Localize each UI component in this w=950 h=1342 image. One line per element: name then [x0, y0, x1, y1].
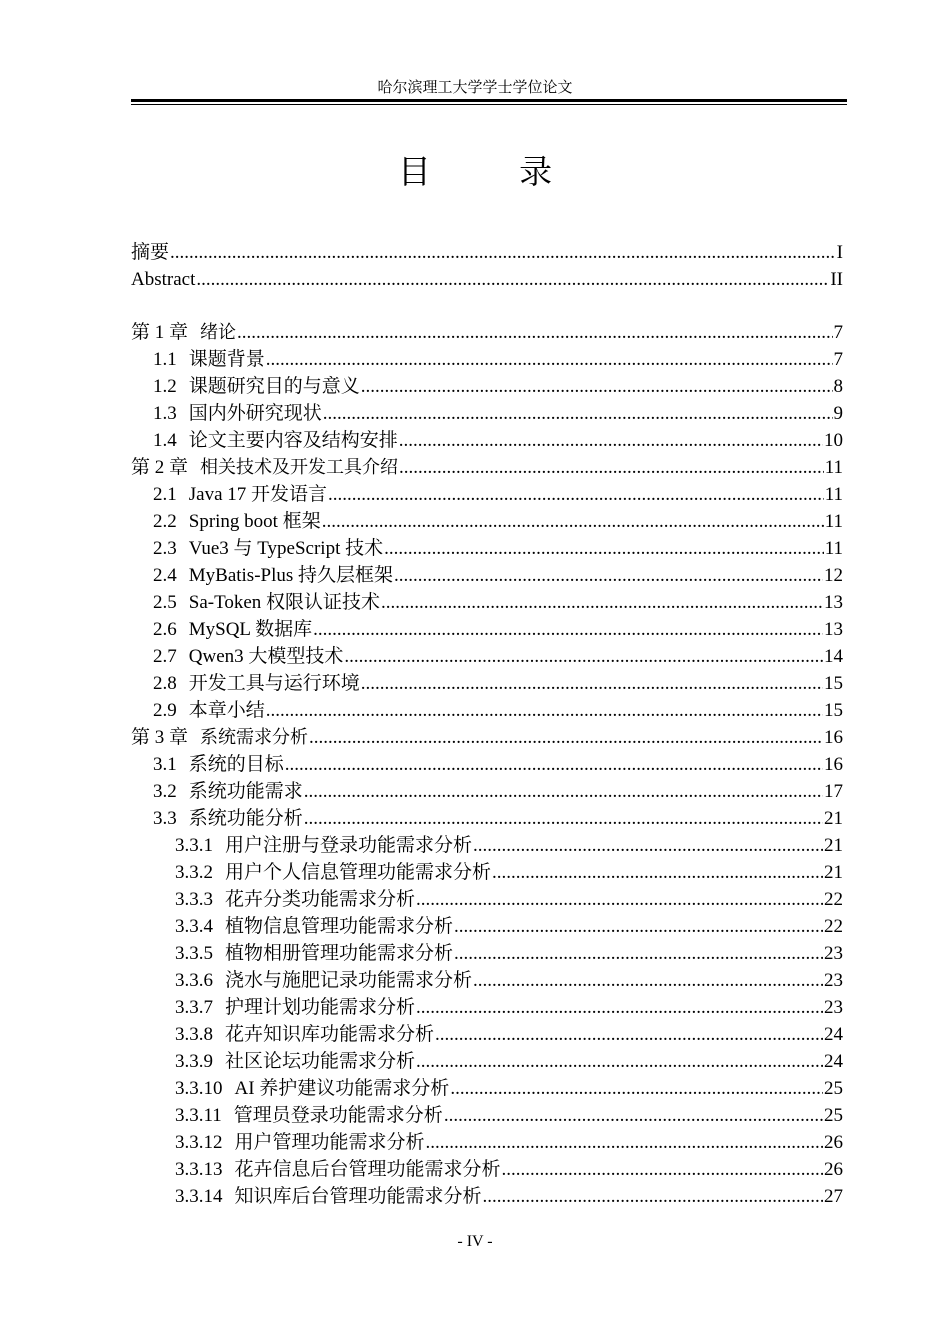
toc-entry-label: 相关技术及开发工具介绍: [200, 457, 399, 478]
toc-entry-label: Sa-Token 权限认证技术: [188, 592, 381, 613]
toc-entry-page: 7: [833, 322, 843, 343]
toc-leader-dots: [399, 427, 823, 454]
toc-entry-abstract-en[interactable]: [131, 266, 843, 293]
toc-entry-page: 23: [824, 943, 843, 964]
toc-section-entry[interactable]: [131, 643, 843, 670]
toc-entry-abstract-cn[interactable]: [131, 239, 843, 266]
toc-entry-number: 第 1 章: [131, 322, 189, 343]
toc-entry-number: 第 2 章: [131, 457, 189, 478]
toc-entry-page: 14: [824, 646, 843, 667]
toc-entry-page: 24: [824, 1051, 843, 1072]
toc-entry-number: 3.3.6: [175, 970, 213, 991]
toc-entry-number: 3.3.8: [175, 1024, 213, 1045]
toc-leader-dots: [483, 1183, 823, 1210]
toc-entry-label: 论文主要内容及结构安排: [188, 430, 398, 451]
toc-chapter-entry[interactable]: [131, 724, 843, 751]
toc-leader-dots: [285, 751, 823, 778]
toc-entry-page: 26: [824, 1132, 843, 1153]
toc-section-entry[interactable]: [131, 967, 843, 994]
toc-entry-number: 3.3.2: [175, 862, 213, 883]
toc-section-entry[interactable]: [131, 400, 843, 427]
toc-entry-label: Spring boot 框架: [188, 511, 321, 532]
toc-entry-label: AI 养护建议功能需求分析: [234, 1078, 450, 1099]
toc-leader-dots: [444, 1102, 823, 1129]
toc-leader-dots: [384, 535, 824, 562]
header-rule-thick: [131, 99, 847, 102]
toc-entry-label: 浇水与施肥记录功能需求分析: [225, 970, 473, 991]
toc-section-entry[interactable]: [131, 940, 843, 967]
toc-section-entry[interactable]: [131, 913, 843, 940]
toc-entry-number: 第 3 章: [131, 727, 189, 748]
toc-entry-page: 27: [824, 1186, 843, 1207]
toc-entry-number: 3.3.3: [175, 889, 213, 910]
toc-leader-dots: [502, 1156, 823, 1183]
toc-entry-label: Java 17 开发语言: [188, 484, 328, 505]
toc-leader-dots: [426, 1129, 823, 1156]
toc-section-entry[interactable]: [131, 1129, 843, 1156]
toc-entry-page: 11: [824, 484, 843, 505]
toc-section-entry[interactable]: [131, 562, 843, 589]
toc-entry-page: 21: [824, 835, 843, 856]
toc-section-entry[interactable]: [131, 778, 843, 805]
toc-entry-label: 课题研究目的与意义: [188, 376, 360, 397]
toc-entry-number: 2.4: [153, 565, 177, 586]
toc-entry-page: 25: [824, 1105, 843, 1126]
toc-section-entry[interactable]: [131, 1156, 843, 1183]
toc-section-entry[interactable]: [131, 589, 843, 616]
toc-entry-label: 知识库后台管理功能需求分析: [234, 1186, 482, 1207]
toc-section-entry[interactable]: [131, 535, 843, 562]
toc-chapter-entry[interactable]: [131, 319, 843, 346]
toc-entry-number: 2.9: [153, 700, 177, 721]
toc-entry-number: 1.1: [153, 349, 177, 370]
toc-entry-label: 系统的目标: [188, 754, 284, 775]
toc-entry-number: 3.3.4: [175, 916, 213, 937]
toc-entry-label: 本章小结: [188, 700, 265, 721]
toc-leader-dots: [473, 967, 823, 994]
page-number: - IV -: [457, 1233, 493, 1250]
toc-entry-number: 3.3.11: [175, 1105, 222, 1126]
toc-entry-label: 系统功能需求: [188, 781, 303, 802]
toc-leader-dots: [361, 373, 833, 400]
toc-entry-number: 3.3: [153, 808, 177, 829]
toc-leader-dots: [416, 994, 823, 1021]
toc-section-entry[interactable]: [131, 1075, 843, 1102]
toc-leader-dots: [454, 940, 823, 967]
running-header: 哈尔滨理工大学学士学位论文: [377, 80, 573, 96]
toc-entry-page: 10: [824, 430, 843, 451]
toc-entries: [131, 319, 843, 1210]
toc-entry-page: 25: [824, 1078, 843, 1099]
toc-section-entry[interactable]: [131, 994, 843, 1021]
toc-entry-label: 课题背景: [188, 349, 265, 370]
toc-leader-dots: [473, 832, 823, 859]
toc-leader-dots: [361, 670, 823, 697]
toc-entry-page: 23: [824, 997, 843, 1018]
toc-chapter-entry[interactable]: [131, 454, 843, 481]
toc-entry-page: 11: [824, 511, 843, 532]
toc-entry-number: 3.3.9: [175, 1051, 213, 1072]
toc-entry-number: 2.3: [153, 538, 177, 559]
toc-entry-label: 社区论坛功能需求分析: [225, 1051, 416, 1072]
toc-entry-page: 12: [824, 565, 843, 586]
toc-entry-label: MyBatis-Plus 持久层框架: [188, 565, 394, 586]
toc-entry-number: 2.6: [153, 619, 177, 640]
toc-section-entry[interactable]: [131, 346, 843, 373]
toc-entry-number: 1.3: [153, 403, 177, 424]
toc-entry-page: 16: [824, 727, 843, 748]
toc-entry-page: 13: [824, 592, 843, 613]
toc-entry-label: 用户管理功能需求分析: [234, 1132, 425, 1153]
toc-entry-number: 3.3.10: [175, 1078, 223, 1099]
toc-entry-number: 3.3.13: [175, 1159, 223, 1180]
toc-section-entry[interactable]: [131, 859, 843, 886]
toc-entry-page: 21: [824, 862, 843, 883]
toc-entry-page: 23: [824, 970, 843, 991]
toc-entry-page: 17: [824, 781, 843, 802]
table-of-contents: [131, 239, 843, 1210]
toc-section-entry[interactable]: [131, 616, 843, 643]
toc-entry-page: 21: [824, 808, 843, 829]
toc-entry-label: Qwen3 大模型技术: [188, 646, 344, 667]
toc-entry-page: 11: [824, 538, 843, 559]
toc-entry-page: 8: [833, 376, 843, 397]
toc-title: 目 录: [397, 155, 593, 191]
toc-entry-number: 1.4: [153, 430, 177, 451]
toc-spacer: [131, 293, 843, 319]
toc-entry-number: 3.2: [153, 781, 177, 802]
toc-entry-label: 管理员登录功能需求分析: [233, 1105, 443, 1126]
toc-leader-dots: [399, 454, 824, 481]
toc-entry-number: 3.1: [153, 754, 177, 775]
toc-entry-label: 花卉知识库功能需求分析: [225, 1024, 435, 1045]
toc-entry-number: 2.8: [153, 673, 177, 694]
toc-leader-dots: [344, 643, 823, 670]
toc-leader-dots: [394, 562, 823, 589]
toc-section-entry[interactable]: [131, 427, 843, 454]
toc-leader-dots: [266, 697, 823, 724]
toc-entry-page: 13: [824, 619, 843, 640]
toc-section-entry[interactable]: [131, 1048, 843, 1075]
toc-entry-label: 花卉分类功能需求分析: [225, 889, 416, 910]
toc-entry-number: 2.1: [153, 484, 177, 505]
toc-entry-number: 3.3.14: [175, 1186, 223, 1207]
toc-entry-number: 3.3.12: [175, 1132, 223, 1153]
toc-entry-number: 2.5: [153, 592, 177, 613]
toc-leader-dots: [170, 239, 836, 266]
toc-leader-dots: [304, 778, 823, 805]
toc-entry-page: II: [830, 269, 843, 290]
toc-entry-number: 3.3.1: [175, 835, 213, 856]
toc-leader-dots: [313, 616, 823, 643]
toc-leader-dots: [309, 724, 823, 751]
toc-entry-page: 15: [824, 673, 843, 694]
toc-entry-label: 植物相册管理功能需求分析: [225, 943, 454, 964]
toc-entry-page: 15: [824, 700, 843, 721]
toc-section-entry[interactable]: [131, 670, 843, 697]
toc-leader-dots: [435, 1021, 823, 1048]
toc-section-entry[interactable]: [131, 751, 843, 778]
toc-entry-page: 22: [824, 916, 843, 937]
toc-entry-page: 11: [824, 457, 843, 478]
toc-leader-dots: [304, 805, 823, 832]
toc-entry-number: 3.3.7: [175, 997, 213, 1018]
toc-section-entry[interactable]: [131, 373, 843, 400]
toc-section-entry[interactable]: [131, 886, 843, 913]
toc-entry-page: 9: [833, 403, 843, 424]
toc-leader-dots: [492, 859, 823, 886]
toc-leader-dots: [450, 1075, 823, 1102]
toc-entry-number: 2.2: [153, 511, 177, 532]
toc-leader-dots: [328, 481, 824, 508]
toc-entry-label: MySQL 数据库: [188, 619, 313, 640]
toc-entry-label: Vue3 与 TypeScript 技术: [188, 538, 384, 559]
toc-entry-label: 花卉信息后台管理功能需求分析: [234, 1159, 501, 1180]
toc-leader-dots: [266, 346, 833, 373]
toc-entry-label: 护理计划功能需求分析: [225, 997, 416, 1018]
toc-entry-label: 用户个人信息管理功能需求分析: [225, 862, 492, 883]
toc-entry-page: 26: [824, 1159, 843, 1180]
toc-entry-page: 22: [824, 889, 843, 910]
toc-section-entry[interactable]: [131, 1021, 843, 1048]
toc-section-entry[interactable]: [131, 697, 843, 724]
toc-entry-label: 植物信息管理功能需求分析: [225, 916, 454, 937]
toc-entry-page: 7: [833, 349, 843, 370]
toc-entry-page: I: [836, 242, 843, 263]
toc-leader-dots: [237, 319, 832, 346]
toc-leader-dots: [416, 1048, 823, 1075]
toc-section-entry[interactable]: [131, 805, 843, 832]
toc-leader-dots: [322, 508, 824, 535]
toc-section-entry[interactable]: [131, 1102, 843, 1129]
toc-leader-dots: [454, 913, 823, 940]
toc-leader-dots: [381, 589, 823, 616]
toc-entry-label: 摘要: [131, 242, 170, 263]
header-rule-thin: [131, 104, 847, 105]
toc-leader-dots: [416, 886, 823, 913]
toc-entry-label: 系统功能分析: [188, 808, 303, 829]
toc-section-entry[interactable]: [131, 1183, 843, 1210]
toc-entry-label: 用户注册与登录功能需求分析: [225, 835, 473, 856]
toc-entry-number: 3.3.5: [175, 943, 213, 964]
toc-section-entry[interactable]: [131, 481, 843, 508]
toc-section-entry[interactable]: [131, 832, 843, 859]
toc-entry-number: 1.2: [153, 376, 177, 397]
toc-entry-label: 开发工具与运行环境: [188, 673, 360, 694]
toc-entry-number: 2.7: [153, 646, 177, 667]
toc-leader-dots: [196, 266, 829, 293]
toc-section-entry[interactable]: [131, 508, 843, 535]
toc-leader-dots: [323, 400, 833, 427]
toc-entry-page: 16: [824, 754, 843, 775]
toc-entry-label: 绪论: [200, 322, 237, 343]
toc-entry-label: 系统需求分析: [200, 727, 309, 748]
toc-entry-page: 24: [824, 1024, 843, 1045]
toc-entry-label: Abstract: [131, 269, 196, 290]
toc-entry-label: 国内外研究现状: [188, 403, 322, 424]
